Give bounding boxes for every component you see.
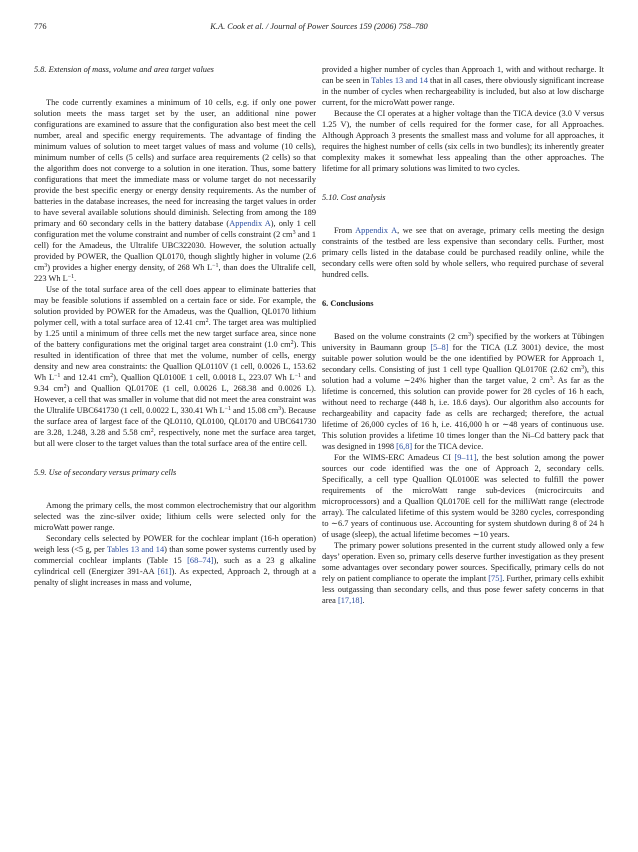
text-run: Among the primary cells, the most common electrochemistry that our algorithm selected was the zinc-silver oxide; lithium cells were selected only for the microWatt power range. <box>34 501 316 532</box>
text-run: From <box>334 226 356 235</box>
text-run: . <box>362 596 365 605</box>
text-run: that in all cases, there obviously significant increase in the number of cycles when rechargeability is included, but also at low discharge current, for the microWatt power range. <box>322 76 605 107</box>
superscript: 2 <box>110 373 114 379</box>
reference-link[interactable]: [5–8] <box>430 343 449 352</box>
superscript: 3 <box>278 406 282 412</box>
reference-link[interactable]: [17,18] <box>337 596 363 605</box>
superscript: 2 <box>290 340 294 346</box>
superscript: 2 <box>150 428 154 434</box>
text-run: . As far as the lifetime is concerned, this solution can provide power for 28 cycles of 16 h each, without need to recharge (448 h, i.e. 18.6 days). Our algorithm also accounts for rechargeability and capacity fade as cells are recharged; therefore, the actual lifetime of 26,000 cycles of 16 h, i.e. 416,000 h or ∼48 years of continuous use. This solution provides a lifetime 10 times longer than the Ni–Cd battery pack that was designed in 1998 <box>322 376 604 451</box>
text-run: For the WIMS-ERC Amadeus CI <box>334 453 455 462</box>
superscript: 3 <box>292 230 296 236</box>
reference-link[interactable]: [9–11] <box>454 453 477 462</box>
text-run: ) than some power systems currently used by commercial cochlear implants (Table 15 <box>34 545 316 565</box>
reference-link[interactable]: Tables 13 and 14 <box>371 76 428 85</box>
left-column <box>34 64 316 588</box>
reference-link[interactable]: [68–74] <box>187 556 214 565</box>
paragraph <box>34 97 316 284</box>
text-run: and 1 cell) for the Amadeus, the Ultralife UBC322030. However, the solution actually provided by POWER, the Quallion QL0170, though slightly higher in volume (2.6 cm <box>34 230 316 272</box>
paragraph <box>322 225 604 280</box>
superscript: −1 <box>224 406 231 412</box>
superscript: −1 <box>54 373 61 379</box>
text-run: ), only 1 cell configuration met the volume constraint and number of cells constraint (2 cm <box>34 219 317 239</box>
reference-link[interactable]: [6,8] <box>396 442 413 451</box>
text-run: for the TICA (LZ 3001) device, the most suitable power solution would be the one identified by POWER for Approach 1, secondary cells. Consisting of just 1 cell type Quallion QL0170E (2.62 cm <box>322 343 604 374</box>
text-run: and 9.34 cm <box>34 373 316 393</box>
text-run: ). This resulted in identification of three that met the volume, number of cells, energy density and new area constraints: the Quallion QL0110V (1 cell, 0.0026 L, 153.62 Wh L <box>34 340 316 382</box>
paragraph <box>322 64 604 108</box>
text-run: , we see that on average, primary cells meeting the design constraints of the testbed are less expensive than secondary cells. Further, most primary cells listed in the database could be purchased readily online, while the secondary cells were often sold by whole sellers, who required purchase of several hundred cells. <box>322 226 604 279</box>
section-5-9-title: 5.9. Use of secondary versus primary cells <box>34 468 177 477</box>
text-run: , the best solution among the power sources our code identified was the one of Approach 2, secondary cells. Specifically, a cell type Quallion QL0100E was selected to fulfill the power requirements of the microWatt range sub-devices (microcircuits and microprocessors) and a Quallion QL0170E cell for the milliWatt range (electrode array). The calculated lifetime of this system would be 3280 cycles, corresponding to ∼6.7 years of continuous use. Accounting for system shutdown during 8 of 24 h of usage (sleep), the actual lifetime becomes ∼10 years. <box>322 453 604 539</box>
text-run: and 15.08 cm <box>230 406 279 415</box>
reference-link[interactable]: [61] <box>157 567 172 576</box>
paragraph <box>34 533 316 588</box>
text-run: Secondary cells selected by POWER for the cochlear implant (16-h operation) weigh less (<5 g, per <box>34 534 316 554</box>
reference-link[interactable]: [75] <box>488 574 503 583</box>
section-5-8-title: 5.8. Extension of mass, volume and area target values <box>34 65 214 74</box>
text-run: for the TICA device. <box>412 442 484 451</box>
text-run: . The target area was multiplied by 1.25 until a minimum of three cells met the new target surface area, since none of the battery configurations met the original target area constraint (1.0 cm <box>34 318 316 349</box>
superscript: 2 <box>205 318 209 324</box>
text-run: ) provides a higher energy density, of 268 Wh L <box>47 263 213 272</box>
text-run: The primary power solutions presented in the current study allowed only a few days’ operation. Even so, primary cells deserve further investigation as they present some advantages over secondary power sources. Specifically, primary cells do not rely on patient compliance to operate the implant <box>322 541 604 583</box>
superscript: 3 <box>549 376 553 382</box>
right-column <box>322 64 604 606</box>
superscript: 3 <box>44 263 48 269</box>
text-run: ). As expected, Approach 2, through at a penalty of slight increases in mass and volume, <box>34 567 316 587</box>
superscript: 3 <box>581 365 585 371</box>
text-run: ), such as a 23 g alkaline cylindrical cell (Energizer 391-AA <box>34 556 316 576</box>
reference-link[interactable]: Appendix A <box>229 219 271 228</box>
text-run: The code currently examines a minimum of 10 cells, e.g. if only one power solution meets the mass target set by the user, an additional nine power configurations are examined to assure that the configuration also best meet the cell number, areal and specific energy requirements. The advantage of finding the minimum values of solution to meet target values of mass and volume (10 cells), minimum number of cells (5 cells) and surface area requirements (2 cells) so that the algorithm does not converge to a solution in one iteration. Thus, some battery configurations that meet the immediate mass or volume target do not necessarily provide the best specific energy or energy density requirements. As the number of batteries in the database increases, the need for increasing the target values in order to have several available solutions should diminish. Selecting from among the 189 primary and 60 secondary cells in the battery database ( <box>34 98 316 228</box>
text-run: ), Quallion QL0100E 1 cell, 0.0018 L, 223.07 Wh L <box>113 373 295 382</box>
text-run: Based on the volume constraints (2 cm <box>334 332 469 341</box>
text-run: provided a higher number of cycles than Approach 1, with and without recharge. It can be seen in <box>322 65 604 85</box>
superscript: −1 <box>294 373 302 379</box>
running-header <box>34 20 604 34</box>
text-run: Because the CI operates at a higher voltage than the TICA device (3.0 V versus 1.25 V), the number of cells required for the former case, for all Approaches. Although Approach 3 presents the smallest mass and volume for all approaches, it requires the highest number of cells (six cells in two bundles); its inherently greater complexity makes it somewhat less appealing than the other approaches. The lifetime for all primary solutions was limited to two cycles. <box>322 109 604 173</box>
paragraph <box>34 500 316 533</box>
superscript: −1 <box>67 274 75 280</box>
text-run: , than does the Ultralife cell, 223 Wh L <box>34 263 316 283</box>
text-run: , respectively, none met the surface area target, but all were closer to the target values than the total surface area of the entire cell. <box>34 428 316 448</box>
paragraph <box>34 284 316 449</box>
paragraph <box>322 108 604 174</box>
page-number: 776 <box>34 22 47 31</box>
reference-link[interactable]: Appendix A <box>355 226 398 235</box>
paragraph <box>322 452 604 540</box>
reference-link[interactable]: Tables 13 and 14 <box>106 545 165 554</box>
text-run: Use of the total surface area of the cell does appear to eliminate batteries that may be feasible solutions if assembled on a certain face or side. For example, the solution provided by POWER for the Amadeus, was the Quallion, QL0170 lithium polymer cell, with a total surface area of 12.41 cm <box>34 285 316 327</box>
section-6-title: 6. Conclusions <box>322 299 374 308</box>
superscript: 2 <box>63 384 67 390</box>
text-run: ), this solution had a volume ∼24% higher than the target value, 2 cm <box>322 365 604 385</box>
paragraph <box>322 540 604 606</box>
text-run: ) specified by the workers at Tübingen university in Baumann group <box>322 332 604 352</box>
superscript: −1 <box>212 263 219 269</box>
text-run: and 12.41 cm <box>60 373 111 382</box>
text-run: ). Because the surface area of largest face of the QL0110, QL0100, QL0170 and UBC641730 are 3.28, 1.248, 3.28 and 5.58 cm <box>34 406 316 437</box>
text-run: . <box>74 274 77 283</box>
text-run: . Further, primary cells exhibit less outgassing than secondary cells, and thus pose fewer safety concerns in that area <box>322 574 605 605</box>
text-run: ) and Quallion QL0170E (1 cell, 0.0026 L, 268.38 and 0.0026 L). However, a cell that was smaller in volume that did not meet the area constraint was the Ultralife UBC641730 (1 cell, 0.0022 L, 330.41 Wh L <box>34 384 317 415</box>
journal-citation: K.A. Cook et al. / Journal of Power Sources 159 (2006) 758–780 <box>210 22 428 31</box>
superscript: 3 <box>468 332 472 338</box>
paragraph <box>322 331 604 452</box>
section-5-10-title: 5.10. Cost analysis <box>322 193 386 202</box>
